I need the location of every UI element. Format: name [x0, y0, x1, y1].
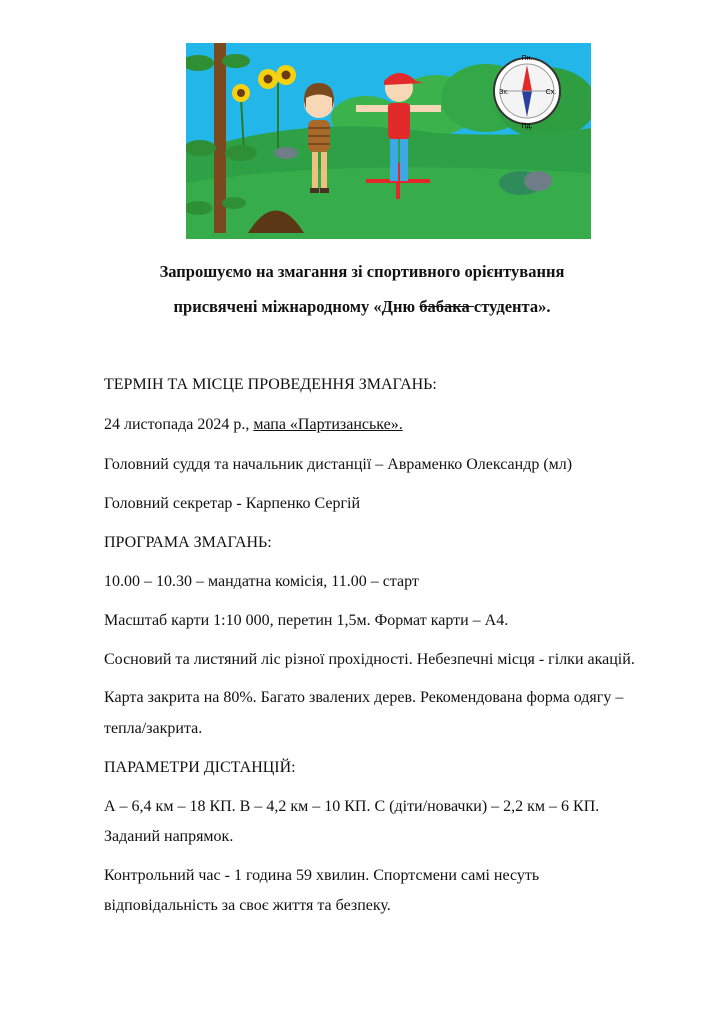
chief-secretary-line: Головний секретар - Карпенко Сергій	[104, 495, 361, 512]
distances-line-1: А – 6,4 км – 18 КП. В – 4,2 км – 10 КП. С (діти/новачки) – 2,2 км – 6 КП.	[104, 798, 600, 815]
compass-west-label: Зх.	[499, 89, 509, 96]
section-heading-distances: ПАРАМЕТРИ ДІСТАНЦІЙ:	[104, 759, 296, 776]
compass-south-label: Пд.	[521, 123, 533, 130]
title-prefix: присвячені міжнародному «Дню	[173, 297, 420, 316]
schedule-line: 10.00 – 10.30 – мандатна комісія, 11.00 – старт	[104, 573, 419, 590]
compass-east-label: Сх.	[545, 89, 557, 96]
clothing-line-2: тепла/закрита.	[104, 720, 203, 737]
compass-north-label: Пн.	[521, 55, 533, 62]
map-link[interactable]: мапа «Партизанське».	[253, 416, 403, 433]
chief-judge-line: Головний суддя та начальник дистанції – Авраменко Олександр (мл)	[104, 456, 573, 473]
invitation-title-line1: Запрошуємо на змагання зі спортивного орієнтування	[159, 262, 565, 281]
date-text: 24 листопада 2024 р.,	[104, 416, 254, 433]
title-struck-word: бабака	[419, 297, 474, 316]
orienteering-illustration	[186, 43, 591, 239]
map-scale-line: Масштаб карти 1:10 000, перетин 1,5м. Формат карти – А4.	[104, 612, 509, 629]
control-time-line-2: відповідальність за своє життя та безпеку.	[104, 897, 391, 914]
clothing-line-1: Карта закрита на 80%. Багато звалених дерев. Рекомендована форма одягу –	[104, 689, 624, 706]
forest-description-line: Сосновий та листяний ліс різної прохідності. Небезпечні місця - гілки акацій.	[104, 651, 635, 668]
distances-line-2: Заданий напрямок.	[104, 828, 234, 845]
title-suffix: студента».	[473, 297, 551, 316]
control-time-line-1: Контрольний час - 1 година 59 хвилин. Спортсмени самі несуть	[104, 867, 540, 884]
invitation-title-line2	[0, 297, 724, 317]
section-heading-date-place: ТЕРМІН ТА МІСЦЕ ПРОВЕДЕННЯ ЗМАГАНЬ:	[104, 376, 437, 393]
date-line	[104, 416, 403, 434]
section-heading-program: ПРОГРАМА ЗМАГАНЬ:	[104, 534, 272, 551]
